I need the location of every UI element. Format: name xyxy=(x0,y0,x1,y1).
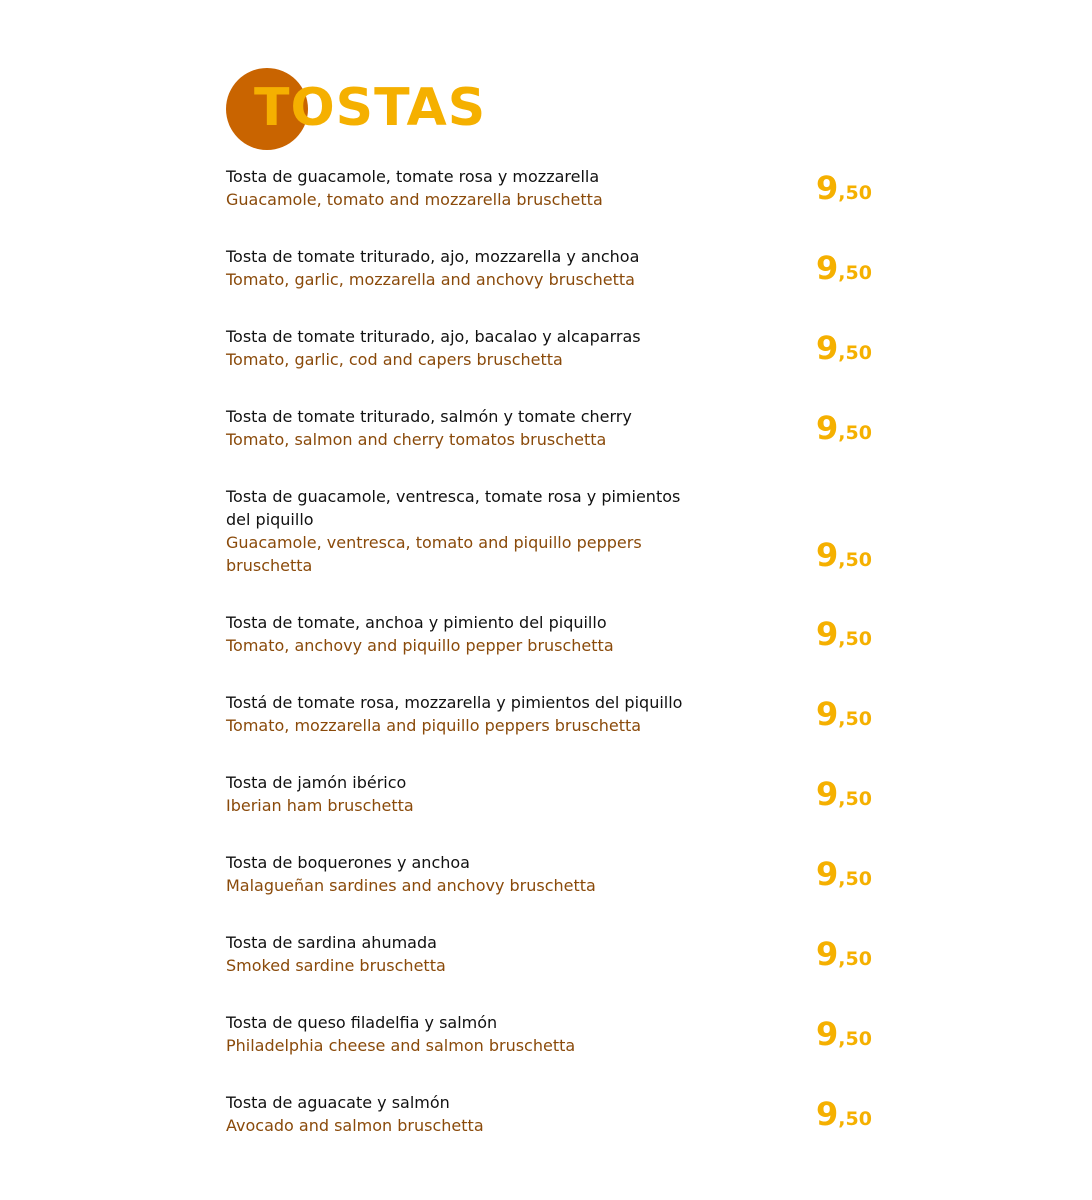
price-integer: 9 xyxy=(816,1095,839,1133)
item-name-english: Guacamole, ventresca, tomato and piquillo peppers bruschetta xyxy=(226,533,642,575)
price-integer: 9 xyxy=(816,695,839,733)
price-integer: 9 xyxy=(816,409,839,447)
price-decimal: ,50 xyxy=(838,422,872,444)
item-price xyxy=(816,1096,886,1137)
item-price xyxy=(816,410,886,451)
item-name-spanish: Tosta de tomate, anchoa y pimiento del piquillo xyxy=(226,613,607,632)
price-integer: 9 xyxy=(816,249,839,287)
price-decimal: ,50 xyxy=(838,182,872,204)
price-decimal: ,50 xyxy=(838,708,872,730)
menu-item-text xyxy=(226,485,706,577)
menu-item xyxy=(226,1091,886,1137)
item-price xyxy=(816,330,886,371)
item-name-english: Tomato, anchovy and piquillo pepper bruschetta xyxy=(226,636,614,655)
price-integer: 9 xyxy=(816,775,839,813)
item-name-spanish: Tosta de boquerones y anchoa xyxy=(226,853,470,872)
price-decimal: ,50 xyxy=(838,549,872,571)
menu-item xyxy=(226,405,886,451)
menu-item-text xyxy=(226,245,706,291)
item-name-english: Tomato, mozzarella and piquillo peppers bruschetta xyxy=(226,716,642,735)
price-decimal: ,50 xyxy=(838,262,872,284)
menu-item xyxy=(226,931,886,977)
price-integer: 9 xyxy=(816,329,839,367)
price-decimal: ,50 xyxy=(838,948,872,970)
price-integer: 9 xyxy=(816,536,839,574)
item-price xyxy=(816,250,886,291)
menu-item xyxy=(226,165,886,211)
price-integer: 9 xyxy=(816,855,839,893)
item-name-english: Tomato, garlic, mozzarella and anchovy bruschetta xyxy=(226,270,635,289)
menu-item xyxy=(226,611,886,657)
item-price xyxy=(816,856,886,897)
item-price xyxy=(816,696,886,737)
menu-item xyxy=(226,771,886,817)
item-name-spanish: Tosta de aguacate y salmón xyxy=(226,1093,450,1112)
item-name-spanish: Tosta de queso filadelfia y salmón xyxy=(226,1013,498,1032)
menu-item xyxy=(226,485,886,577)
menu-item-text xyxy=(226,771,706,817)
price-integer: 9 xyxy=(816,615,839,653)
item-name-english: Tomato, garlic, cod and capers bruschetta xyxy=(226,350,563,369)
item-name-spanish: Tosta de tomate triturado, ajo, mozzarella y anchoa xyxy=(226,247,640,266)
menu-item xyxy=(226,851,886,897)
menu-item-text xyxy=(226,1011,706,1057)
menu-item-text xyxy=(226,165,706,211)
item-name-spanish: Tostá de tomate rosa, mozzarella y pimientos del piquillo xyxy=(226,693,683,712)
price-decimal: ,50 xyxy=(838,1108,872,1130)
menu-item-text xyxy=(226,611,706,657)
menu-item xyxy=(226,325,886,371)
item-price xyxy=(816,170,886,211)
menu-item-text xyxy=(226,405,706,451)
price-integer: 9 xyxy=(816,169,839,207)
menu-item-text xyxy=(226,325,706,371)
menu-item xyxy=(226,245,886,291)
price-decimal: ,50 xyxy=(838,628,872,650)
item-name-spanish: Tosta de sardina ahumada xyxy=(226,933,437,952)
item-name-english: Guacamole, tomato and mozzarella bruschetta xyxy=(226,190,603,209)
menu-item xyxy=(226,691,886,737)
menu-item xyxy=(226,1011,886,1057)
item-name-english: Iberian ham bruschetta xyxy=(226,796,414,815)
item-name-english: Avocado and salmon bruschetta xyxy=(226,1116,484,1135)
item-name-spanish: Tosta de guacamole, ventresca, tomate rosa y pimientos del piquillo xyxy=(226,487,681,529)
section-title: TOSTAS xyxy=(254,78,487,138)
item-price xyxy=(816,616,886,657)
item-price xyxy=(816,936,886,977)
item-price xyxy=(816,776,886,817)
price-decimal: ,50 xyxy=(838,788,872,810)
menu-item-text xyxy=(226,691,706,737)
item-name-english: Tomato, salmon and cherry tomatos bruschetta xyxy=(226,430,607,449)
menu-item-text xyxy=(226,1091,706,1137)
section-header xyxy=(226,68,626,152)
menu-item-text xyxy=(226,851,706,897)
item-price xyxy=(816,1016,886,1057)
price-integer: 9 xyxy=(816,1015,839,1053)
item-name-english: Malagueñan sardines and anchovy bruschetta xyxy=(226,876,596,895)
item-price xyxy=(816,537,886,578)
item-name-spanish: Tosta de tomate triturado, ajo, bacalao y alcaparras xyxy=(226,327,641,346)
item-name-spanish: Tosta de tomate triturado, salmón y tomate cherry xyxy=(226,407,632,426)
item-name-english: Smoked sardine bruschetta xyxy=(226,956,446,975)
item-name-spanish: Tosta de guacamole, tomate rosa y mozzarella xyxy=(226,167,600,186)
price-decimal: ,50 xyxy=(838,342,872,364)
price-decimal: ,50 xyxy=(838,1028,872,1050)
item-name-english: Philadelphia cheese and salmon bruschetta xyxy=(226,1036,576,1055)
item-name-spanish: Tosta de jamón ibérico xyxy=(226,773,407,792)
price-decimal: ,50 xyxy=(838,868,872,890)
menu-item-text xyxy=(226,931,706,977)
price-integer: 9 xyxy=(816,935,839,973)
